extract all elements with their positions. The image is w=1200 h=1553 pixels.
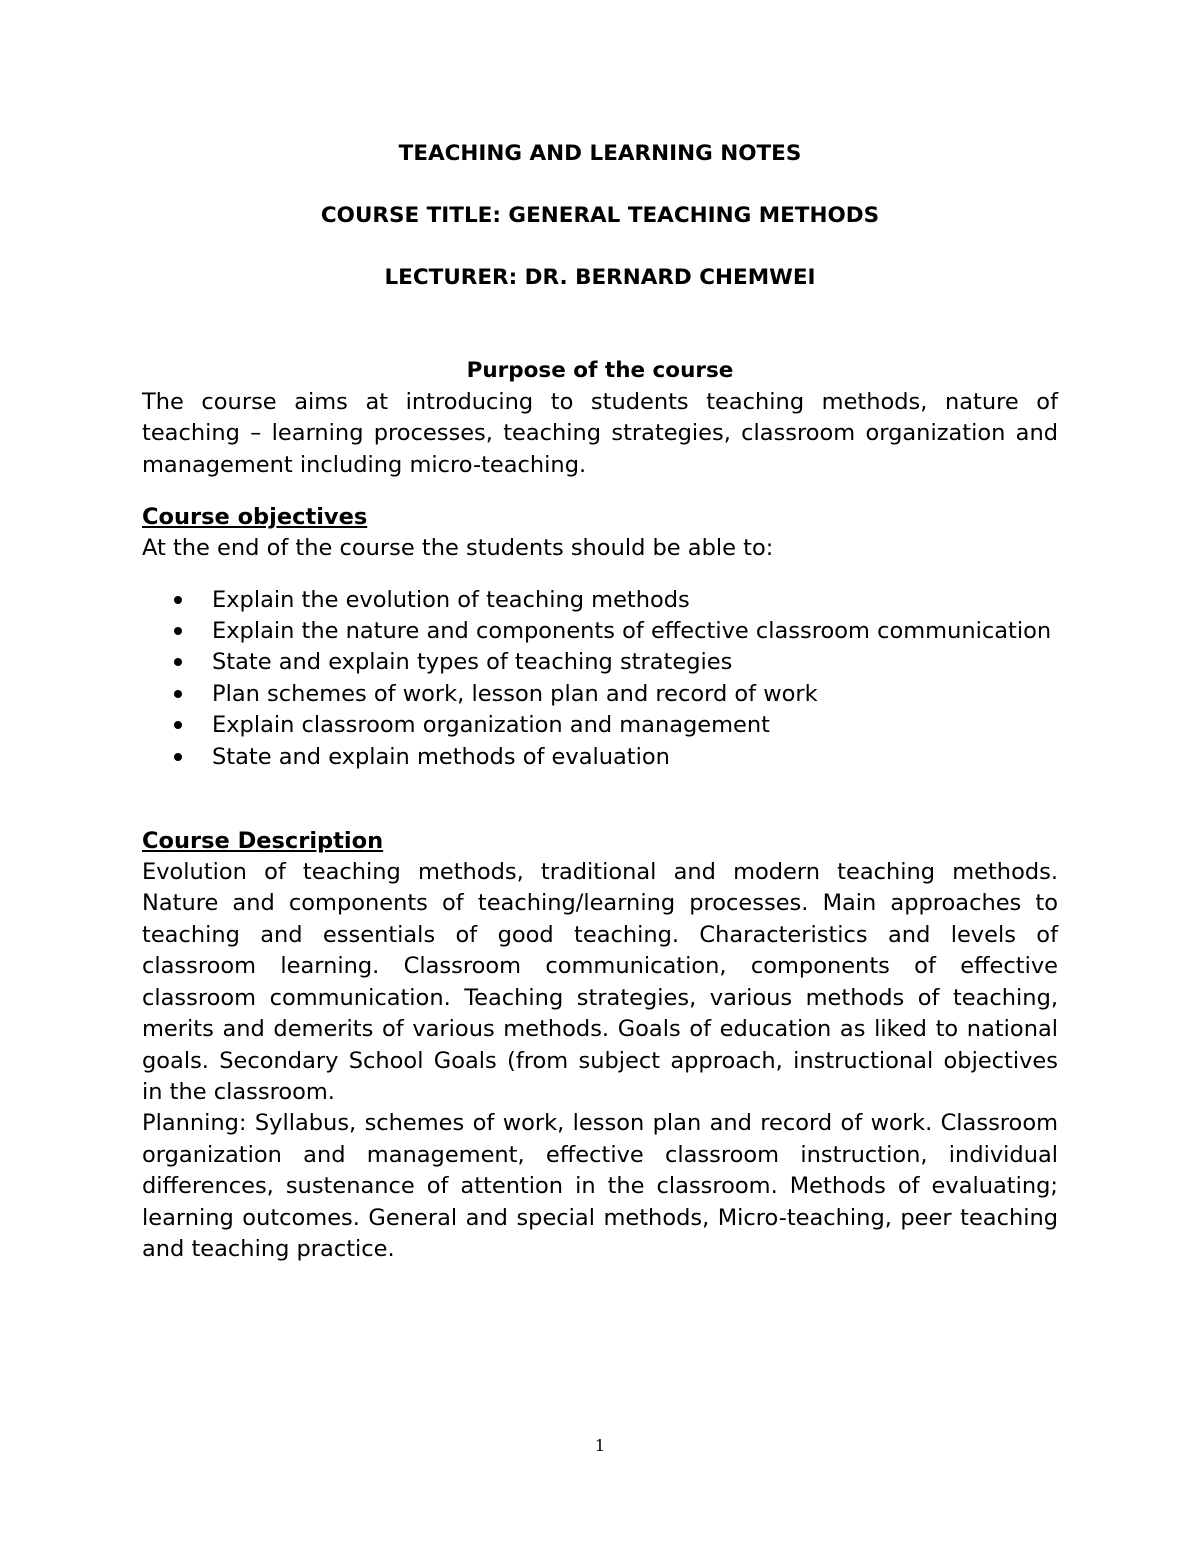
- page-content: [142, 138, 1058, 1265]
- list-item: [142, 585, 1058, 616]
- document-title: TEACHING AND LEARNING NOTES: [398, 141, 802, 166]
- objectives-list: [142, 585, 1058, 773]
- bullet-icon: [174, 658, 182, 666]
- description-paragraph-2: Planning: Syllabus, schemes of work, lesson plan and record of work. Classroom organization and management, effective classroom instruction, individual differences, sustenance of attention in the classroom. Methods of evaluating; learning outcomes. General and special methods, Micro-teaching, peer teaching and teaching practice.: [142, 1110, 1058, 1262]
- description-heading: Course Description: [142, 828, 384, 855]
- list-item-label: State and explain methods of evaluation: [212, 743, 670, 770]
- list-item: [142, 616, 1058, 647]
- bullet-icon: [174, 596, 182, 604]
- purpose-heading: Purpose of the course: [466, 358, 734, 383]
- bullet-icon: [174, 690, 182, 698]
- description-paragraph-1: Evolution of teaching methods, traditional and modern teaching methods. Nature and components of teaching/learning processes. Main approaches to teaching and essentials of good teaching. Characteristics and levels of classroom learning. Classroom communication, components of effective classroom communication. Teaching strategies, various methods of teaching, merits and demerits of various methods. Goals of education as liked to national goals. Secondary School Goals (from subject approach, instructional objectives in the classroom.: [142, 859, 1058, 1105]
- objectives-intro: At the end of the course the students should be able to:: [142, 535, 774, 562]
- objectives-heading: Course objectives: [142, 504, 368, 531]
- page-number: 1: [594, 1436, 606, 1455]
- bullet-icon: [174, 627, 182, 635]
- course-title: COURSE TITLE: GENERAL TEACHING METHODS: [320, 203, 880, 228]
- purpose-paragraph: The course aims at introducing to students teaching methods, nature of teaching – learning processes, teaching strategies, classroom organization and management including micro-teaching.: [142, 389, 1058, 478]
- list-item-label: Plan schemes of work, lesson plan and record of work: [212, 680, 818, 707]
- list-item-label: State and explain types of teaching strategies: [212, 649, 733, 676]
- list-item: [142, 710, 1058, 741]
- bullet-icon: [174, 721, 182, 729]
- list-item: [142, 742, 1058, 773]
- list-item-label: Explain the nature and components of effective classroom communication: [212, 618, 1052, 645]
- lecturer-line: LECTURER: DR. BERNARD CHEMWEI: [384, 265, 816, 290]
- list-item: [142, 647, 1058, 678]
- bullet-icon: [174, 753, 182, 761]
- list-item-label: Explain the evolution of teaching methods: [212, 586, 690, 613]
- list-item-label: Explain classroom organization and management: [212, 712, 770, 739]
- list-item: [142, 679, 1058, 710]
